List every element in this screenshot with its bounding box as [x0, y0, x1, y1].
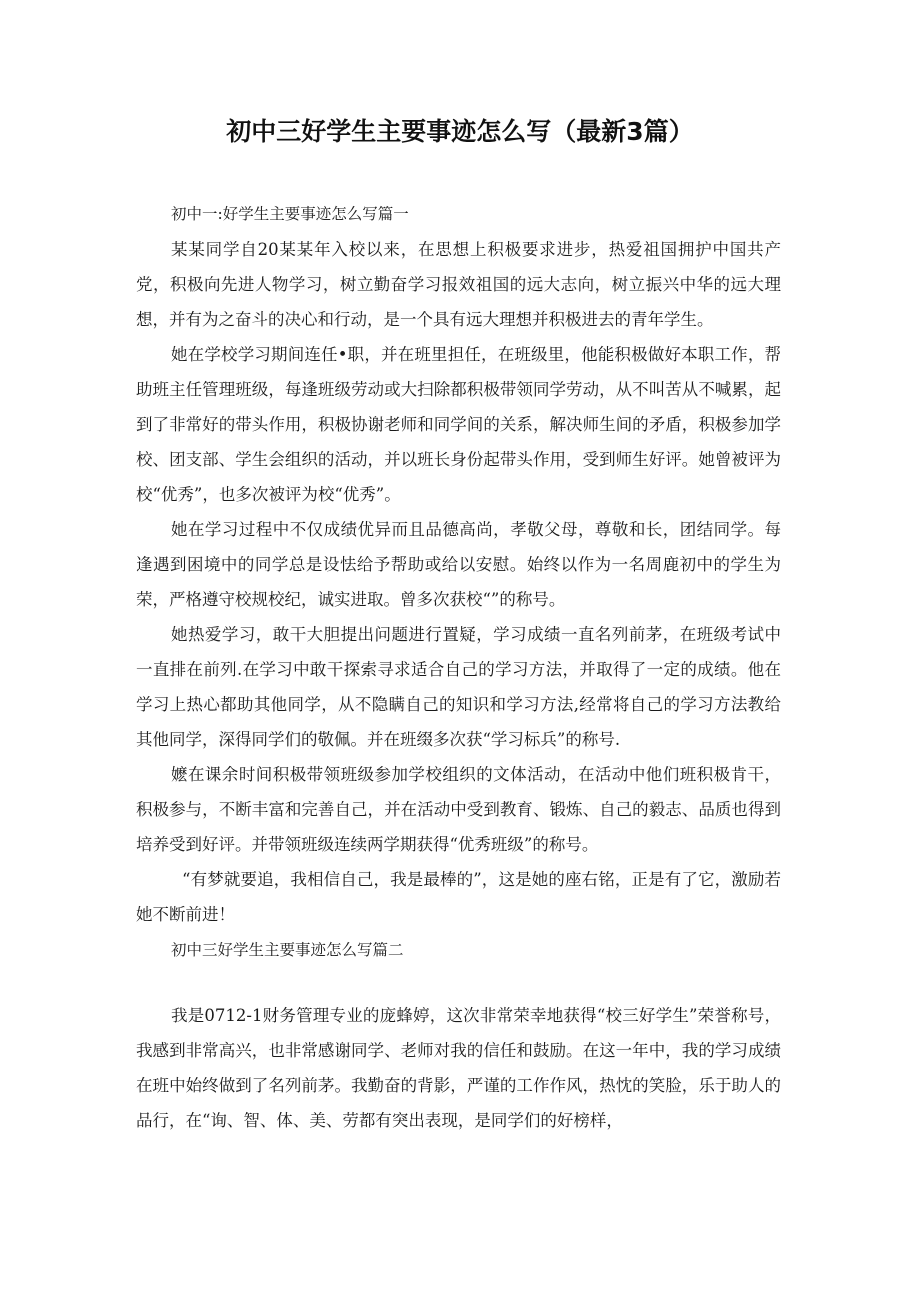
document-title: 初中三好学生主要事迹怎么写（最新3篇）: [226, 117, 694, 146]
paragraph: 某某同学自20某某年入校以来，在思想上积极要求进步，热爱祖国拥护中国共产党，积极向先进人物学习，树立勤奋学习报效祖国的远大志向，树立振兴中华的远大理想，并有为之奋斗的决心和行动，是一个具有远大理想并积极进去的青年学生。: [136, 240, 781, 329]
motto-paragraph: “有梦就要追，我相信自己，我是最棒的”，这是她的座右铭，正是有了它，激励若她不断前进！: [136, 870, 781, 924]
section-heading-1: 初中一:好学生主要事迹怎么写篇一: [171, 205, 409, 223]
section-spacer: [136, 968, 781, 998]
document-body: [136, 196, 781, 1138]
paragraph: 她热爱学习，敢干大胆提出问题进行置疑，学习成绩一直名列前茅，在班级考试中一直排在前列.在学习中敢干探索寻求适合自己的学习方法，并取得了一定的成绩。他在学习上热心都助其他同学，从不隐瞒自己的知识和学习方法,经常将自己的学习方法教给其他同学，深得同学们的敬佩。并在班缀多次获“学习标兵”的称号.: [136, 625, 781, 749]
paragraph: 嬷在课余时间积极带领班级参加学校组织的文体活动，在活动中他们班积极肯干，积极参与，不断丰富和完善自己，并在活动中受到教育、锻炼、自己的毅志、品质也得到培养受到好评。并带领班级连续两学期获得“优秀班级”的称号。: [136, 765, 781, 854]
paragraph: 她在学习过程中不仅成绩优异而且品德高尚，孝敬父母，尊敬和长，团结同学。每逢遇到困境中的同学总是设怯给予帮助或给以安慰。始终以作为一名周鹿初中的学生为荣，严格遵守校规校纪，诚实进取。曾多次获校“”的称号。: [136, 520, 781, 609]
paragraph: 我是0712-1财务管理专业的庞蜂婷，这次非常荣幸地获得“校三好学生”荣誉称号，我感到非常高兴，也非常感谢同学、老师对我的信任和鼓励。在这一年中，我的学习成绩在班中始终做到了名列前茅。我勤奋的背影，严谨的工作作风，热忱的笑脸，乐于助人的品行，在“询、智、体、美、劳都有突出表现，是同学们的好榜样，: [136, 1006, 781, 1130]
paragraph: 她在学校学习期间连任•职，并在班里担任，在班级里，他能积极做好本职工作，帮助班主任管理班级，每逢班级劳动或大扫除都积极带领同学劳动，从不叫苦从不喊累，起到了非常好的带头作用，积极协谢老师和同学间的关系，解决师生间的矛盾，积极参加学校、团支部、学生会组织的活动，并以班长身份起带头作用，受到师生好评。她曾被评为校“优秀”，也多次被评为校“优秀”。: [136, 345, 781, 504]
section-heading-2: 初中三好学生主要事迹怎么写篇二: [171, 941, 404, 959]
